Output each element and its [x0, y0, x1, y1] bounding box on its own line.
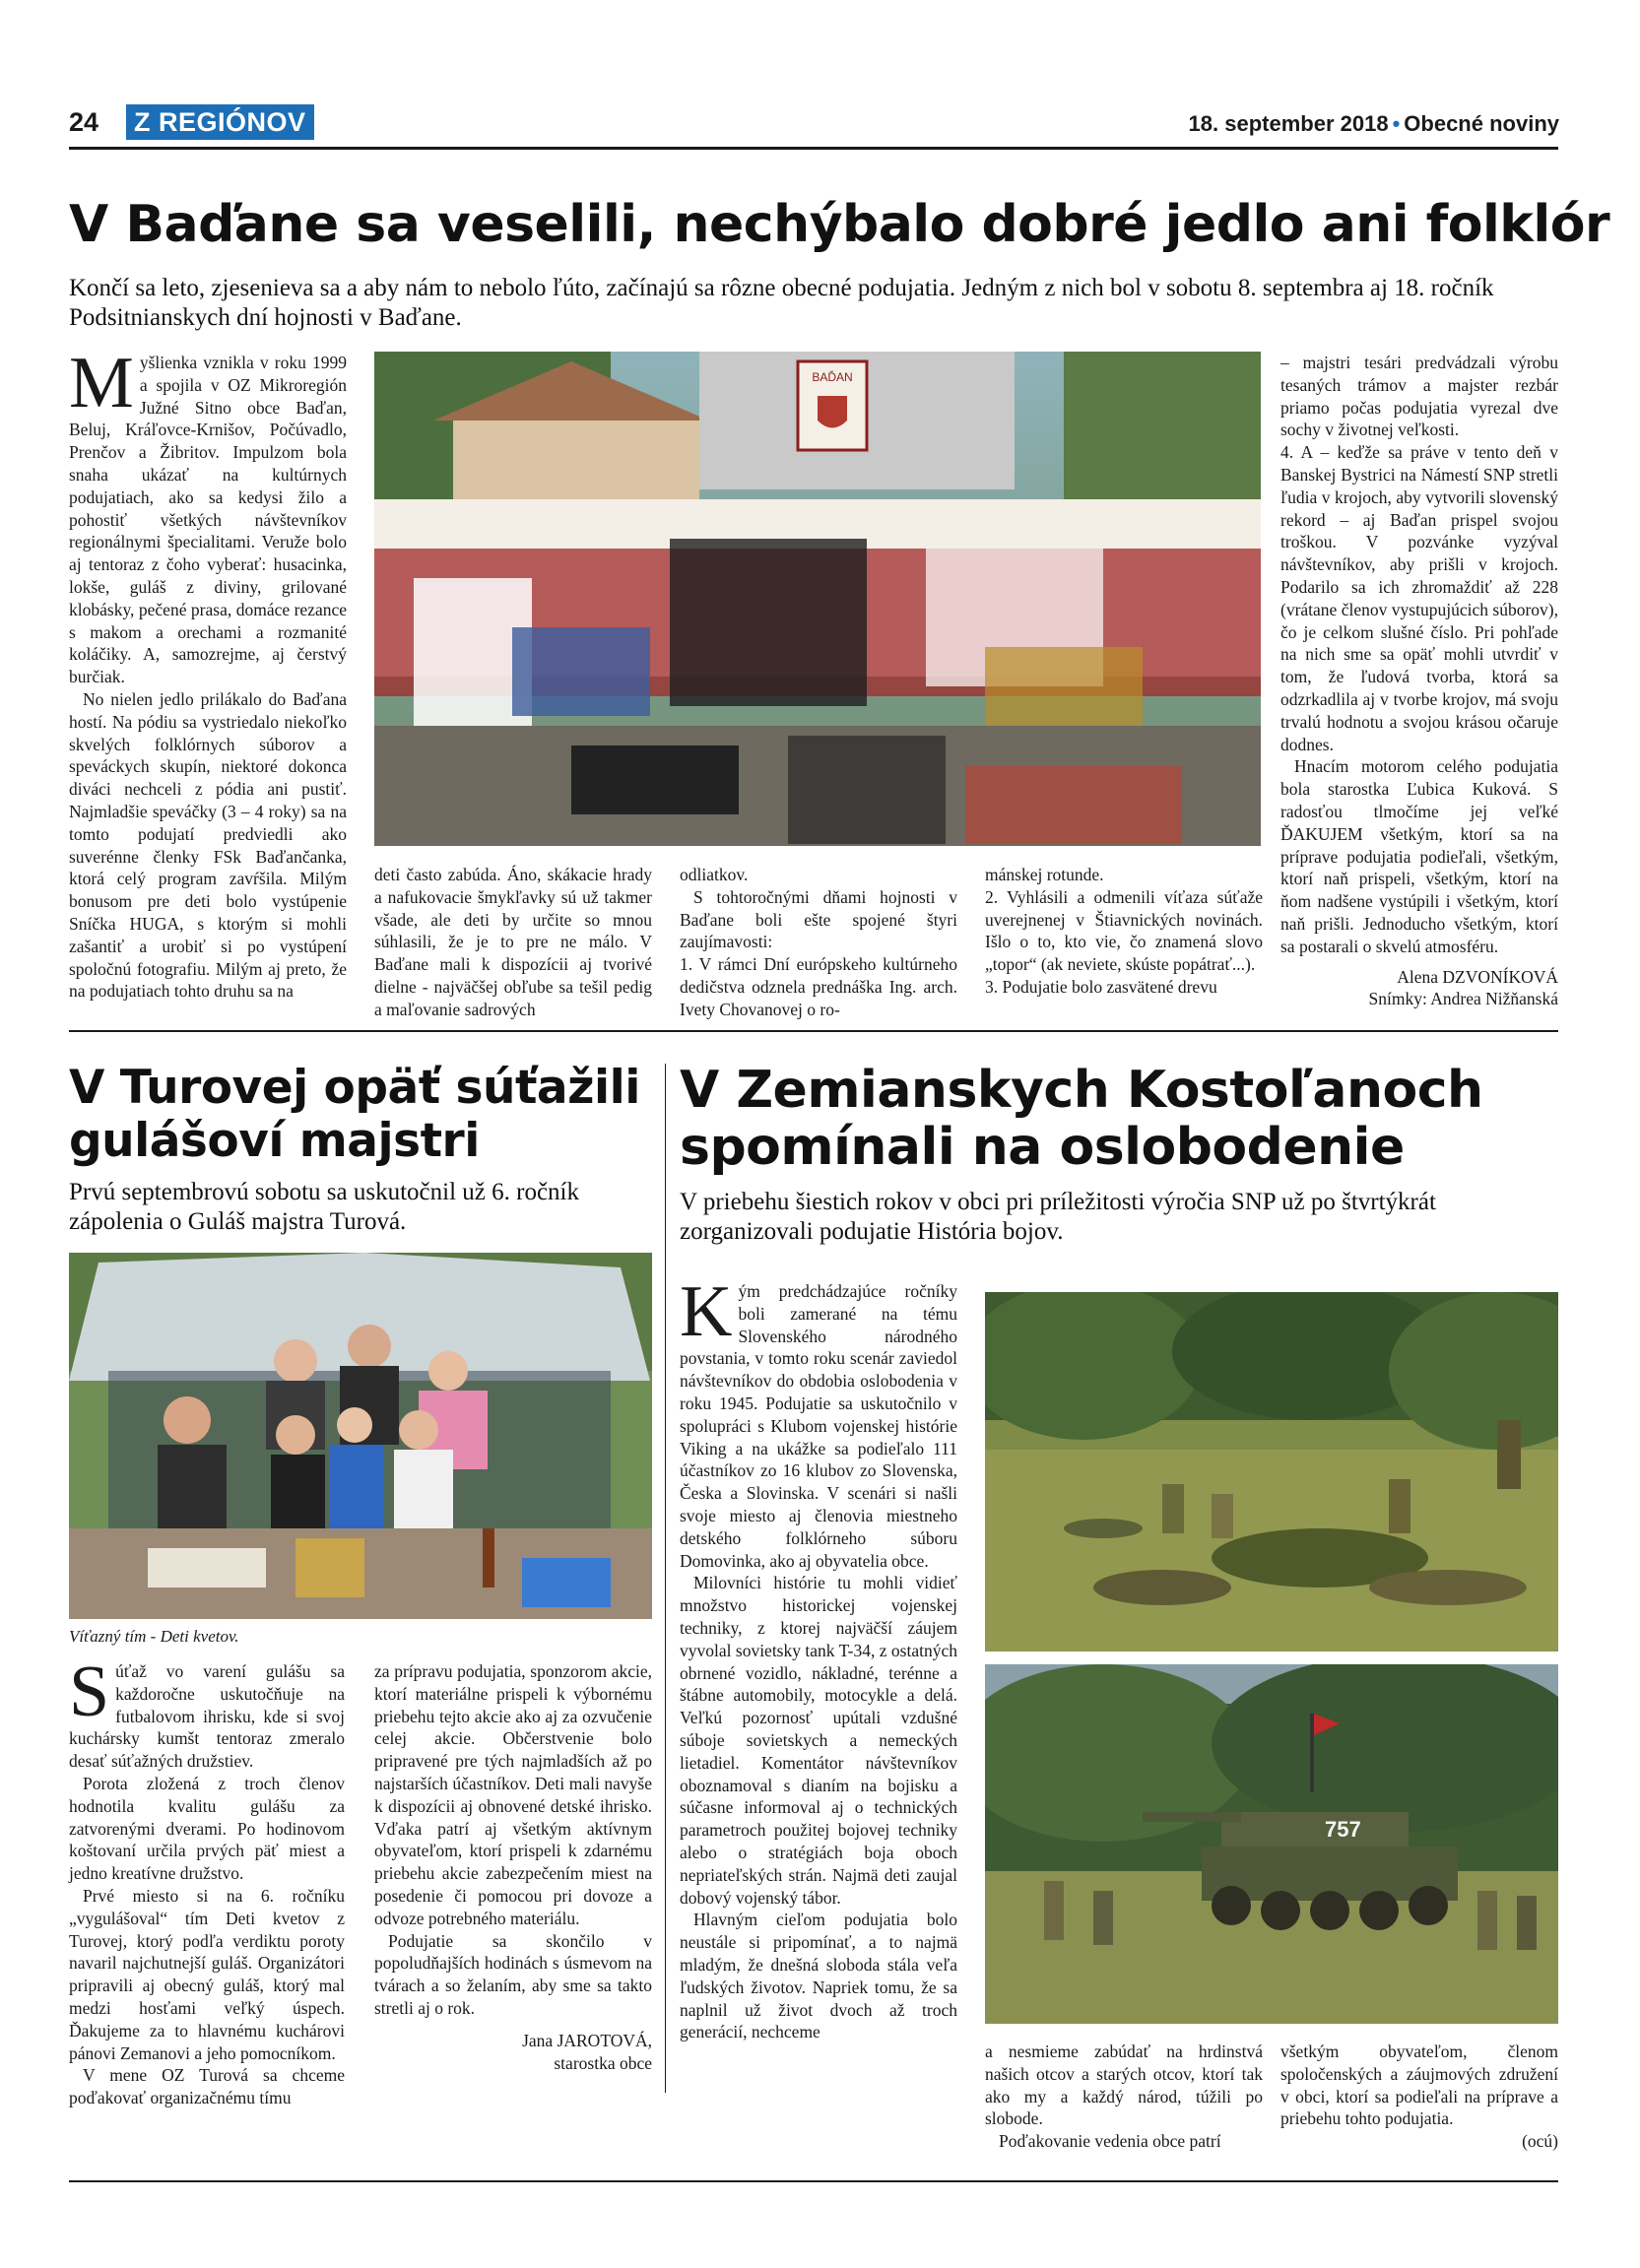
- article3-signature: (ocú): [1522, 2131, 1558, 2152]
- article3-paragraph: Poďakovanie vedenia obce patrí: [999, 2131, 1221, 2152]
- article2-author-role: starostka obce: [554, 2052, 652, 2073]
- article1-paragraph: yšlienka vznikla v roku 1999 a spojila v OZ Mikroregión Južné Sitno obce Baďan, Beluj, Kráľovce-Krnišov, Počúvadlo, Prenčov a Žibritov. Impulzom bola snaha ukázať na kultúrnych podujatiach, ako sa kedysi žilo a pohostiť všetkých návštevníkov regionálnymi špecialitami. Veruže bolo aj tentoraz z čoho vyberať: husacinka, lokše, guláš z diviny, grilované klobásky, pečené prasa, domáce rezance s makom a orechami a rozmanité koláčiky. A, samozrejme, aj čerstvý burčiak.: [69, 353, 347, 687]
- article1-paragraph: 1. V rámci Dní európskeho kultúrneho dedičstva odznela prednáška Ing. arch. Ivety Chovanovej o ro-: [680, 954, 957, 1019]
- article2-lead: Prvú septembrovú sobotu sa uskutočnil už 6. ročník zápolenia o Guláš majstra Turová.: [69, 1179, 579, 1235]
- article1-paragraph: deti často zabúda. Áno, skákacie hrady a nafukovacie šmykľavky sú už takmer všade, ale deti by určite so mnou súhlasili, že je to pre ne málo. V Baďane mali k dispozícii aj tvorivé dielne - najväčšej obľube sa tešil pedig a maľovanie sadrových: [374, 865, 652, 1019]
- article2-title: [69, 1062, 640, 1168]
- header-rule: [69, 147, 1558, 150]
- article2-paragraph: Podujatie sa skončilo v popoludňajších hodinách s úsmevom na tvárach a so želaním, aby sme sa takto stretli aj o rok.: [374, 1930, 652, 2018]
- article1-paragraph: 4. A – keďže sa práve v tento deň v Banskej Bystrici na Námestí SNP stretli ľudia v krojoch, aby vytvorili slovenský rekord – aj Baďan prispel svojou troškou. V pozvánke vyzýval návštevníkov, aby prišli v krojoch. Podarilo sa ich zhromaždiť až 228 (vrátane členov vystupujúcich súborov), čo je celkom slušné číslo. Pri pohľade na nich sme sa opäť mohli utvrdiť v tom, že ľudová tvorba, ktorá sa odzrkadlila aj v tvorbe krojov, má svoju trvalú hodnotu a svojou krásou očaruje dodnes.: [1280, 442, 1558, 754]
- article2-paragraph: Porota zložená z troch členov hodnotila kvalitu gulášu za zatvorenými dverami. Po hodinovom koštovaní určila prvých päť miest a jedno kreatívne družstvo.: [69, 1773, 345, 1884]
- article1-paragraph: odliatkov.: [680, 865, 749, 884]
- article1-column-3: [680, 864, 957, 1021]
- article3-column-1: [680, 1271, 957, 2043]
- article3-paragraph: všetkým obyvateľom, členom spoločenských a záujmových združení v obci, ktorí sa podieľali na príprave a priebehu tohto podujatia.: [1280, 2041, 1558, 2129]
- article3-column-2: [985, 2041, 1263, 2153]
- article2-paragraph: úťaž vo varení gulášu sa každoročne uskutočňuje na futbalovom ihrisku, kde si svoj kuchársky kumšt tentoraz zmeralo desať súťažných družstiev.: [69, 1661, 345, 1772]
- turova-photo-caption: Víťazný tím - Deti kvetov.: [69, 1627, 239, 1646]
- article1-paragraph: No nielen jedlo prilákalo do Baďana hostí. Na pódiu sa vystriedalo niekoľko skvelých folklórnych súborov a speváckych skupín, niektoré dokonca diváci nechceli z pódia ani pustiť. Najmladšie speváčky (3 – 4 roky) sa na tomto podujatí predviedli ako suverénne členky FSk Baďančanka, ktorá celý program zavŕšila. Milým bonusom pre deti bolo vystúpenie Sníčka HUGA, s ktorým si mohli zašantiť a urobiť si po vystúpení spoločnú fotografiu. Milým aj preto, že na podujatiach tohto druhu sa na: [69, 688, 347, 1002]
- tank-number-text: 757: [1325, 1817, 1361, 1842]
- article1-lead: Končí sa leto, zjesenieva sa a aby nám to nebolo ľúto, začínajú sa rôzne obecné podujatia. Jedným z nich bol v sobotu 8. septembra aj 18. ročník Podsitnianskych dní hojnosti v Baďane.: [69, 275, 1494, 331]
- battle-reenactment-photo: [985, 1292, 1558, 1652]
- article3-title-line2: spomínali na oslobodenie: [680, 1118, 1405, 1177]
- article2-column-1: [69, 1652, 345, 2109]
- article3-dropcap: K: [680, 1271, 733, 1352]
- article3-paragraph: ým predchádzajúce ročníky boli zamerané na tému Slovenského národného povstania, v tomto roku scenár zaviedol návštevníkov do obdobia oslobodenia v roku 1945. Podujatie sa uskutočnilo v spolupráci s Klubom vojenskej histórie Viking a na ukážke sa podieľalo 111 účastníkov zo 16 klubov zo Slovenska, Česka a Slovinska. V scenári si našli svoje miesto aj členovia miestneho detského folklórneho súboru Domovinka, ako aj obyvatelia obce.: [680, 1281, 957, 1571]
- section-label: Z REGIÓNOV: [126, 104, 314, 140]
- article1-paragraph: S tohtoročnými dňami hojnosti v Baďane boli ešte spojené štyri zaujímavosti:: [680, 886, 957, 952]
- article3-lead: V priebehu šiestich rokov v obci pri príležitosti výročia SNP už po štvrtýkrát zorganizovali podujatie História bojov.: [680, 1189, 1436, 1245]
- article1-column-2: [374, 864, 652, 1021]
- publication-name: Obecné noviny: [1404, 111, 1559, 136]
- bullet-separator: •: [1392, 111, 1401, 136]
- tank-t34-photo: [985, 1664, 1558, 2024]
- article1-paragraph: Hnacím motorom celého podujatia bola starostka Ľubica Kuková. S radosťou tlmočíme jej veľké ĎAKUJEM všetkým, ktorí sa na príprave podujatia podieľali, všetkým, ktorí naň prispeli, všetkým, ktorí na ňom nadšene vystúpili i všetkým, ktorí naň prišli. Jednoducho všetkým, ktorí sa postarali o skvelú atmosféru.: [1280, 756, 1558, 956]
- article2-paragraph: za prípravu podujatia, sponzorom akcie, ktorí materiálne prispeli k výbornému priebehu tejto akcie ako aj za ozvučenie celej akcie. Občerstvenie bolo pripravené pre tých najmladších až po najstarších účastníkov. Deti mali navyše k dispozícii aj obnovené detské ihrisko. Vďaka patrí aj všetkým aktívnym obyvateľom, ktorí prispeli k zdarnému priebehu akcie zabezpečením miest na posedenie či pomocou pri dovoze a odvoze potrebného materiálu.: [374, 1661, 652, 1928]
- article2-paragraph: V mene OZ Turová sa chceme poďakovať organizačnému tímu: [69, 2065, 345, 2108]
- article1-paragraph: 3. Podujatie bolo zasvätené drevu: [985, 976, 1217, 997]
- page-number: 24: [69, 107, 99, 137]
- article1-column-5: [1280, 352, 1558, 1010]
- article1-column-4: [985, 864, 1263, 999]
- article3-column-3: [1280, 2041, 1558, 2153]
- article1-author: Alena DZVONÍKOVÁ: [1397, 966, 1558, 987]
- article2-column-2: [374, 1660, 652, 2074]
- badan-folklore-photo: [374, 352, 1261, 846]
- article1-paragraph: – majstri tesári predvádzali výrobu tesaných trámov a majster rezbár priamo počas podujatia vyrezal dve sochy v životnej veľkosti.: [1280, 353, 1558, 440]
- article2-dropcap: S: [69, 1652, 110, 1732]
- masthead-info: [1189, 110, 1559, 138]
- article1-column-1: [69, 343, 347, 1003]
- article3-title: [680, 1062, 1483, 1176]
- article1-bottom-rule: [69, 1030, 1558, 1032]
- column-divider: [665, 1064, 666, 2093]
- article1-photo-credit: Snímky: Andrea Nižňanská: [1368, 989, 1558, 1009]
- article2-author: Jana JAROTOVÁ,: [522, 2030, 652, 2050]
- article2-title-line1: V Turovej opäť súťažili: [69, 1061, 640, 1115]
- article3-title-line1: V Zemianskych Kostoľanoch: [680, 1061, 1483, 1120]
- article1-dropcap: M: [69, 343, 134, 423]
- article3-paragraph: a nesmieme zabúdať na hrdinstvá našich otcov a starých otcov, ktorí tak ako my a každý národ, túžili po slobode.: [985, 2041, 1263, 2129]
- page-bottom-rule: [69, 2180, 1558, 2182]
- article3-paragraph: Hlavným cieľom podujatia bolo neustále si pripomínať, a to najmä mladým, že dnešná sloboda stála veľa ľudských životov. Napriek tomu, že sa naplnil už život dvoch až troch generácií, nechceme: [680, 1910, 957, 2042]
- article1-paragraph: 2. Vyhlásili a odmenili víťaza súťaže uverejnenej v Štiavnických novinách. Išlo o to, kto vie, čo znamená slovo „topor“ (ak neviete, skúste popátrať...).: [985, 886, 1263, 975]
- issue-date: 18. september 2018: [1188, 111, 1389, 136]
- article1-paragraph: mánskej rotunde.: [985, 865, 1104, 884]
- stage-sign-text: BAĎAN: [812, 370, 853, 384]
- turova-team-photo: [69, 1253, 652, 1619]
- article3-paragraph: Milovníci histórie tu mohli vidieť množstvo historickej vojenskej techniky, z ktorej najväčší záujem vyvolal sovietsky tank T-34, z ostatných obrnené vozidlo, nákladné, terénne a štábne automobily, motocykle a delá. Veľkú pozornosť upútali vzdušné súboje sovietskych a nemeckých lietadiel. Komentátor návštevníkov oboznamoval s dianím na bojisku a súčasne informoval aj o technických parametroch použitej bojovej techniky alebo o stratégiách boja oboch nepriateľských strán. Najmä deti zaujal dobový vojenský tábor.: [680, 1573, 957, 1908]
- article2-paragraph: Prvé miesto si na 6. ročníku „vygulášoval“ tím Deti kvetov z Turovej, ktorý podľa verdiktu poroty navaril najchutnejší guláš. Organizátori pripravili aj obecný guláš, ktorý mal medzi hosťami veľký úspech. Ďakujeme za to hlavnému kuchárovi pánovi Zemanovi a jeho pomocníkom.: [69, 1885, 345, 2063]
- article2-title-line2: gulášoví majstri: [69, 1114, 480, 1168]
- article1-title: V Baďane sa veselili, nechýbalo dobré jedlo ani folklór: [69, 195, 1610, 254]
